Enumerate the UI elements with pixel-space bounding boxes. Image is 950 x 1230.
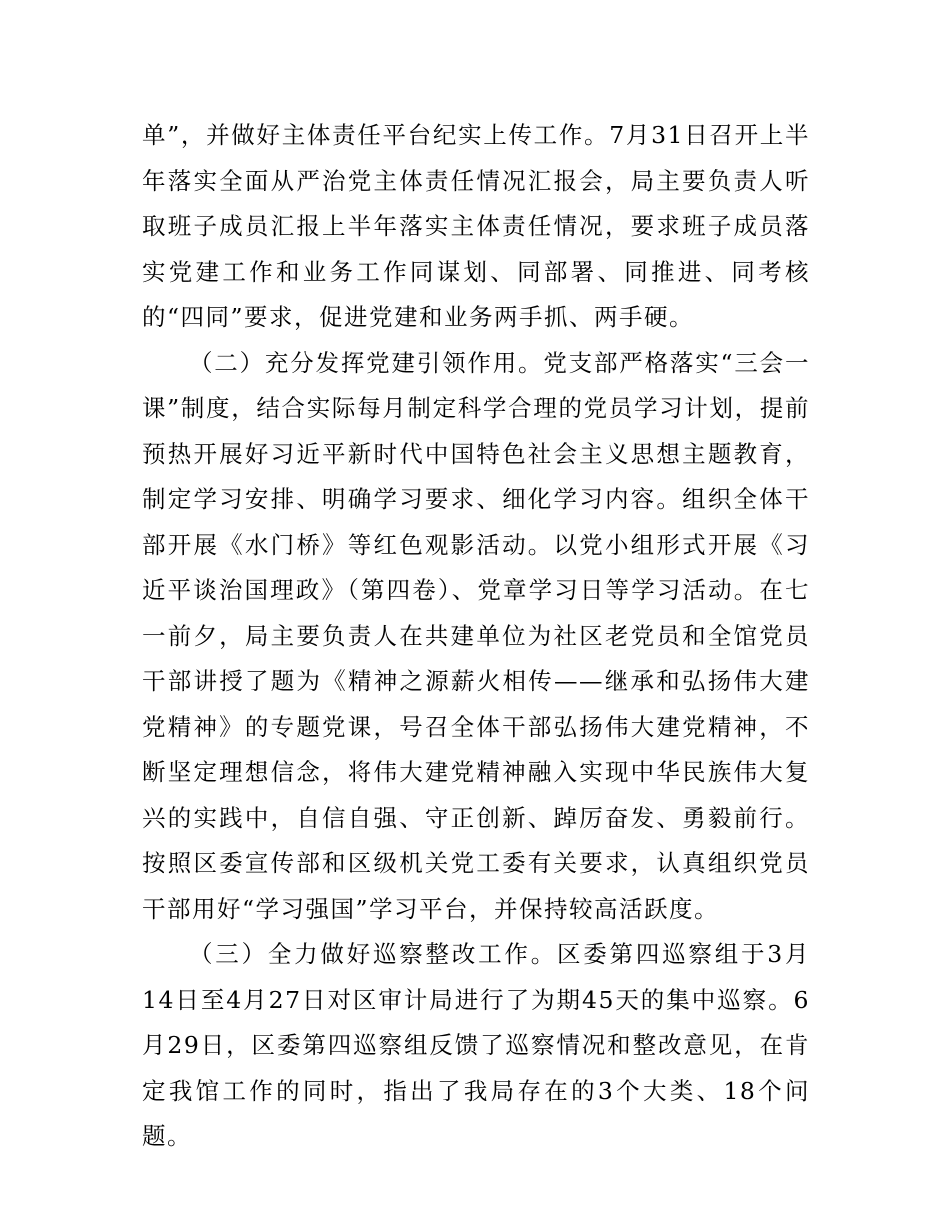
- paragraph-section-3: （三）全力做好巡察整改工作。区委第四巡察组于3月14日至4月27日对区审计局进行了为期45天的集中巡察。6月29日，区委第四巡察组反馈了巡察情况和整改意见，在肯定我馆工作的同时，指出了我局存在的3个大类、18个问题。: [142, 940, 810, 1150]
- document-body: [142, 113, 810, 1160]
- paragraph-continuation: 单”，并做好主体责任平台纪实上传工作。7月31日召开上半年落实全面从严治党主体责任情况汇报会，局主要负责人听取班子成员汇报上半年落实主体责任情况，要求班子成员落实党建工作和业务工作同谋划、同部署、同推进、同考核的“四同”要求，促进党建和业务两手抓、两手硬。: [142, 121, 810, 331]
- paragraph-section-2: （二）充分发挥党建引领作用。党支部严格落实“三会一课”制度，结合实际每月制定科学合理的党员学习计划，提前预热开展好习近平新时代中国特色社会主义思想主题教育，制定学习安排、明确学习要求、细化学习内容。组织全体干部开展《水门桥》等红色观影活动。以党小组形式开展《习近平谈治国理政》（第四卷）、党章学习日等学习活动。在七一前夕，局主要负责人在共建单位为社区老党员和全馆党员干部讲授了题为《精神之源薪火相传——继承和弘扬伟大建党精神》的专题党课，号召全体干部弘扬伟大建党精神，不断坚定理想信念，将伟大建党精神融入实现中华民族伟大复兴的实践中，自信自强、守正创新、踔厉奋发、勇毅前行。按照区委宣传部和区级机关党工委有关要求，认真组织党员干部用好“学习强国”学习平台，并保持较高活跃度。: [142, 348, 810, 923]
